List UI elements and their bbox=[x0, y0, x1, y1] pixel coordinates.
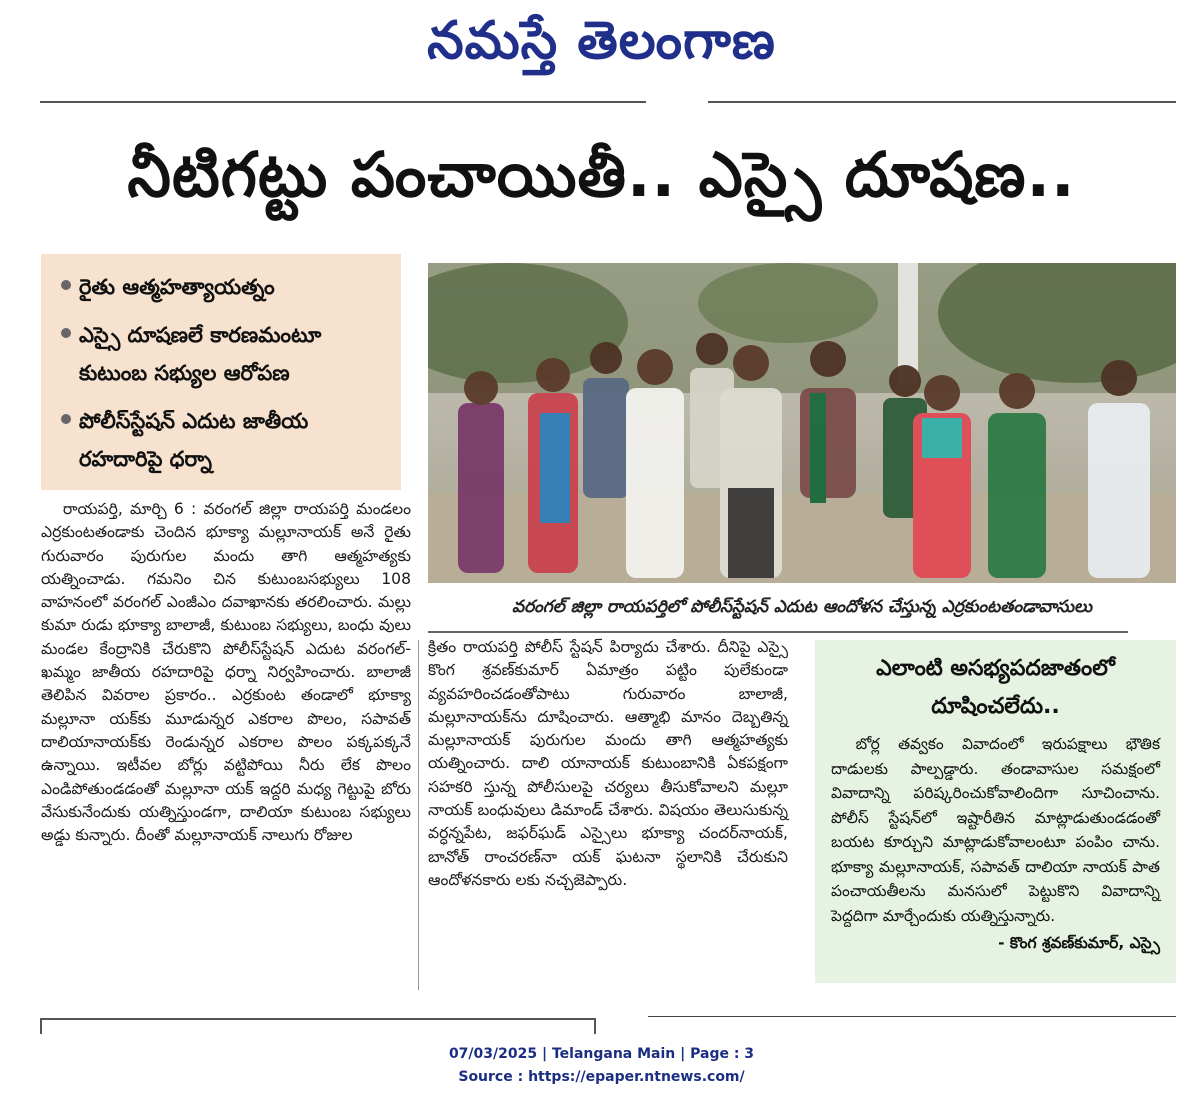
article-paragraph: రాయపర్తి, మార్చి 6 : వరంగల్ జిల్లా రాయపర్తి మండలం ఎర్రకుంటతండాకు చెందిన భూక్యా మల్లూనాయక్ అనే రైతు గురువారం పురుగుల మందు తాగి ఆత్మహత్యకు యత్నించాడు. గమనిం చిన కుటుంబసభ్యులు 108 వాహనంలో వరంగల్ ఎంజీఎం దవాఖానకు తరలించారు. మల్లు కుమా రుడు భూక్యా బాలాజీ, కుటుంబ సభ్యులు, బంధు వులు మండల కేంద్రానికి చేరుకొని పోలీస్‌స్టేషన్ ఎదుట వరంగల్-ఖమ్మం జాతీయ రహదారిపై ధర్నా నిర్వహించారు. బాలాజీ తెలిపిన వివరాల ప్రకారం.. ఎర్రకుంట తండాలో భూక్యా మల్లూనా యక్‌కు మూడున్నర ఎకరాల పొలం, సపావత్ దాలియానాయక్‌కు రెండున్నర ఎకరాల పొలం పక్కపక్కనే ఉన్నాయి. ఇటీవల బోర్లు వట్టిపోయి నీరు లేక పొలం ఎండిపోతుండడంతో మల్లూనా యక్ ఇద్దరి మధ్య గెట్టుపై బోరు వేసుకునేందుకు యత్నిస్తుండగా, దాలియా కుటుంబ సభ్యులు అడ్డు కున్నారు. దీంతో మల్లూనాయక్ నాలుగు రోజుల bbox=[41, 500, 411, 845]
bullet-icon bbox=[61, 280, 71, 290]
article-paragraph: క్రితం రాయపర్తి పోలీస్ స్టేషన్ పిర్యాదు చేశారు. దీనిపై ఎస్సై కొంగ శ్రవణ్‌కుమార్ ఏమాత్రం పట్టిం పులేకుండా వ్యవహరించడంతోపాటు గురువారం బాలాజీ, మల్లూనాయక్‌ను దూషించారు. ఆత్మాభి మానం దెబ్బతిన్న మల్లూనాయక్ పురుగుల మందు తాగి ఆత్మహత్యకు యత్నించారు. దాలి యానాయక్ కుటుంబానికి ఏకపక్షంగా సహకరి స్తున్న పోలీసులపై చర్యలు తీసుకోవాలని మల్లూ నాయక్ బంధువులు డిమాండ్ చేశారు. విషయం తెలుసుకున్న వర్ధన్నపేట, జఫర్‌ఘడ్ ఎస్సైలు భూక్యా చందర్‌నాయక్, బానోత్ రాంచరణ్‌నా యక్ ఘటనా స్థలానికి చేరుకుని ఆందోళనకారు లకు నచ్చజెప్పారు. bbox=[428, 638, 788, 889]
masthead-logo: నమస్తే తెలంగాణ bbox=[427, 10, 776, 71]
masthead-rule-left bbox=[40, 101, 646, 103]
clipping-edge bbox=[40, 1018, 596, 1034]
masthead-rule-right bbox=[708, 101, 1176, 103]
article-body-column-2 bbox=[428, 636, 788, 892]
column-divider bbox=[418, 640, 419, 990]
summary-item bbox=[61, 402, 387, 478]
sidebar-body bbox=[831, 732, 1160, 928]
summary-item bbox=[61, 268, 387, 306]
sidebar-box bbox=[815, 640, 1176, 983]
article-headline: నీటిగట్టు పంచాయితీ.. ఎస్సై దూషణ.. bbox=[127, 138, 1076, 211]
footer-source-line: Source : https://epaper.ntnews.com/ bbox=[458, 1069, 745, 1085]
article-body-column-1 bbox=[41, 498, 411, 847]
bottom-rule-right bbox=[648, 1016, 1176, 1017]
photo-caption: వరంగల్ జిల్లా రాయపర్తిలో పోలీస్‌స్టేషన్ ఎదుట ఆందోళన చేస్తున్న ఎర్రకుంటతండావాసులు bbox=[512, 597, 1092, 617]
protest-photo-illustration bbox=[428, 263, 1176, 583]
summary-text: ఎస్సై దూషణలే కారణమంటూ కుటుంబ సభ్యుల ఆరోపణ bbox=[79, 323, 322, 385]
summary-item bbox=[61, 316, 387, 392]
summary-text: పోలీస్‌స్టేషన్ ఎదుట జాతీయ రహదారిపై ధర్నా bbox=[79, 409, 309, 471]
sidebar-paragraph: బోర్ల తవ్వకం వివాదంలో ఇరుపక్షాలు భౌతిక దాడులకు పాల్పడ్డారు. తండావాసుల సమక్షంలో వివాదాన్ని పరిష్కరించుకోవాలిందిగా సూచించాను. పోలీస్ స్టేషన్‌లో ఇష్టారీతిన మాట్లాడుతుండడంతో బయట కూర్చుని మాట్లాడుకోవాలంటూ పంపిం చాను. భూక్యా మల్లూనాయక్, సపావత్ దాలియా నాయక్ పాత పంచాయతీలను మనసులో పెట్టుకొని వివాదాన్ని పెద్దదిగా మార్చేందుకు యత్నిస్తున్నారు. bbox=[831, 735, 1160, 925]
footer-date-line: 07/03/2025 | Telangana Main | Page : 3 bbox=[448, 1046, 755, 1062]
news-photo bbox=[428, 263, 1176, 583]
summary-box bbox=[41, 254, 401, 490]
sidebar-signature: - కొంగ శ్రవణ్‌కుమార్, ఎస్సై bbox=[998, 934, 1160, 952]
bullet-icon bbox=[61, 414, 71, 424]
bullet-icon bbox=[61, 328, 71, 338]
summary-text: రైతు ఆత్మహత్యాయత్నం bbox=[79, 275, 275, 299]
sidebar-title: ఎలాంటి అసభ్యపదజాతంలో దూషించలేదు.. bbox=[876, 656, 1115, 719]
caption-rule bbox=[428, 631, 1128, 633]
